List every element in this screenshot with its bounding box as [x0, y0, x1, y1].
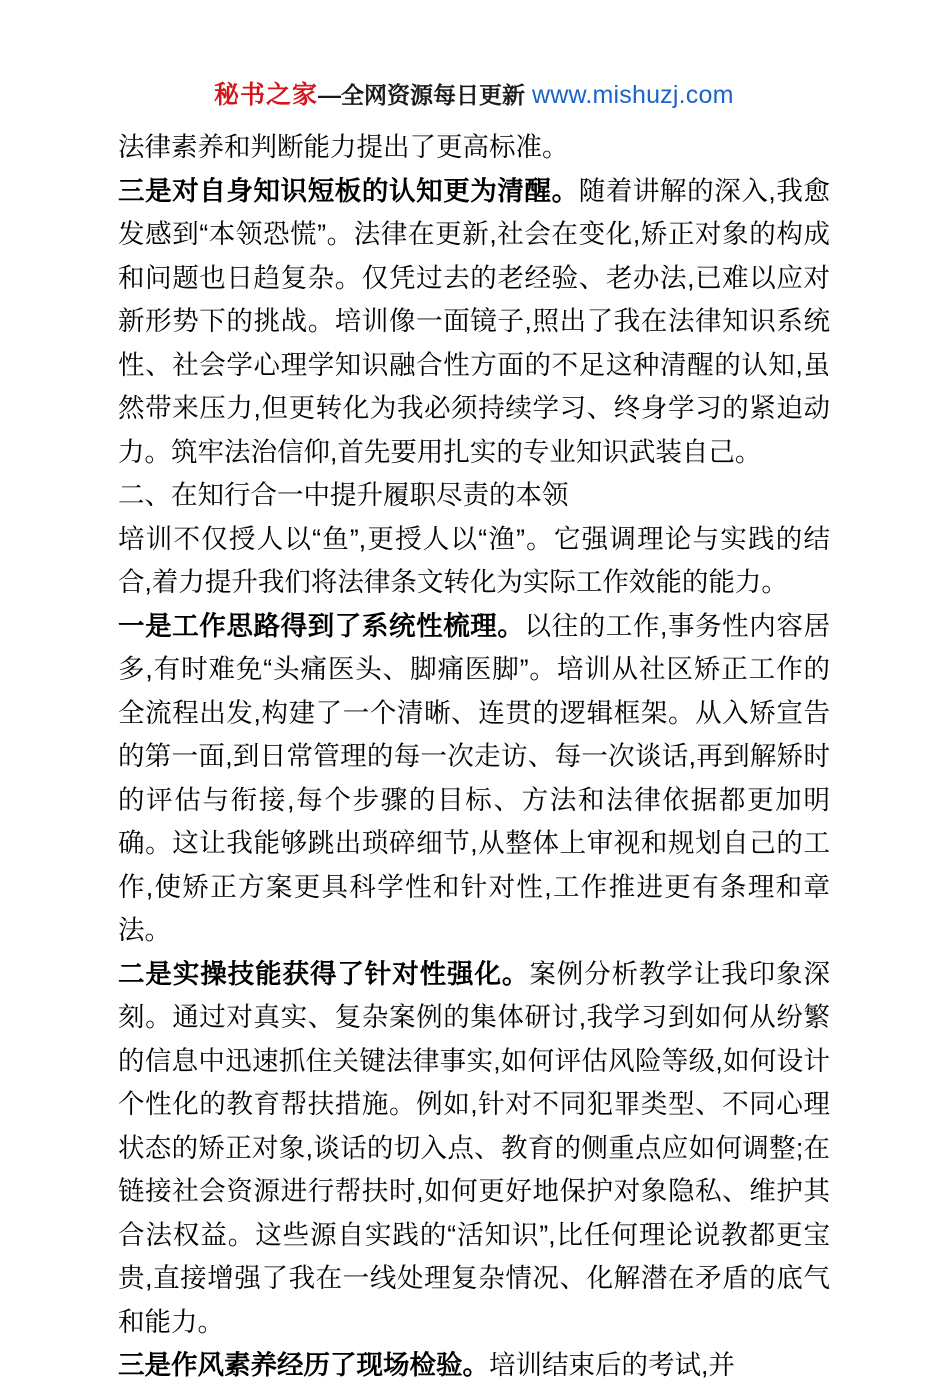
site-brand-name: 秘书之家 [214, 81, 319, 109]
paragraph [118, 1344, 830, 1388]
paragraph [118, 605, 830, 953]
paragraph [118, 953, 830, 1345]
paragraph-text: 培训不仅授人以“鱼”,更授人以“渔”。它强调理论与实践的结合,着力提升我们将法律条文转化为实际工作效能的能力。 [118, 523, 830, 597]
paragraph [118, 170, 830, 475]
paragraph-text: 以往的工作,事务性内容居多,有时难免“头痛医头、脚痛医脚”。培训从社区矫正工作的全流程出发,构建了一个清晰、连贯的逻辑框架。从入矫宣告的第一面,到日常管理的每一次走访、每一次谈话,再到解矫时的评估与衔接,每个步骤的目标、方法和法律依据都更加明确。这让我能够跳出琐碎细节,从整体上审视和规划自己的工作,使矫正方案更具科学性和针对性,工作推进更有条理和章法。 [118, 610, 830, 945]
paragraph-text: 随着讲解的深入,我愈发感到“本领恐慌”。法律在更新,社会在变化,矫正对象的构成和问题也日趋复杂。仅凭过去的老经验、老办法,已难以应对新形势下的挑战。培训像一面镜子,照出了我在法律知识系统性、社会学心理学知识融合性方面的不足这种清醒的认知,虽然带来压力,但更转化为我必须持续学习、终身学习的紧迫动力。筑牢法治信仰,首先要用扎实的专业知识武装自己。 [118, 175, 830, 467]
watermark-header [118, 78, 830, 112]
document-body [118, 126, 830, 1388]
paragraph [118, 126, 830, 170]
site-tagline: —全网资源每日更新 [318, 82, 526, 108]
paragraph [118, 518, 830, 605]
paragraph-bold-lead: 二是实操技能获得了针对性强化。 [118, 958, 530, 989]
paragraph-text: 二、在知行合一中提升履职尽责的本领 [118, 480, 569, 510]
paragraph-bold-lead: 三是作风素养经历了现场检验。 [118, 1350, 489, 1380]
paragraph-text: 案例分析教学让我印象深刻。通过对真实、复杂案例的集体研讨,我学习到如何从纷繁的信息中迅速抓住关键法律事实,如何评估风险等级,如何设计个性化的教育帮扶措施。例如,针对不同犯罪类型、不同心理状态的矫正对象,谈话的切入点、教育的侧重点应如何调整;在链接社会资源进行帮扶时,如何更好地保护对象隐私、维护其合法权益。这些源自实践的“活知识”,比任何理论说教都更宝贵,直接增强了我在一线处理复杂情况、化解潜在矛盾的底气和能力。 [118, 958, 831, 1337]
paragraph-bold-lead: 三是对自身知识短板的认知更为清醒。 [118, 175, 579, 206]
page-content [118, 78, 830, 1388]
paragraph-bold-lead: 一是工作思路得到了系统性梳理。 [118, 610, 525, 641]
site-url[interactable]: www.mishuzj.com [531, 81, 734, 109]
paragraph-text: 法律素养和判断能力提出了更高标准。 [118, 132, 569, 162]
paragraph-text: 培训结束后的考试,并 [489, 1350, 735, 1380]
section-heading [118, 474, 830, 518]
